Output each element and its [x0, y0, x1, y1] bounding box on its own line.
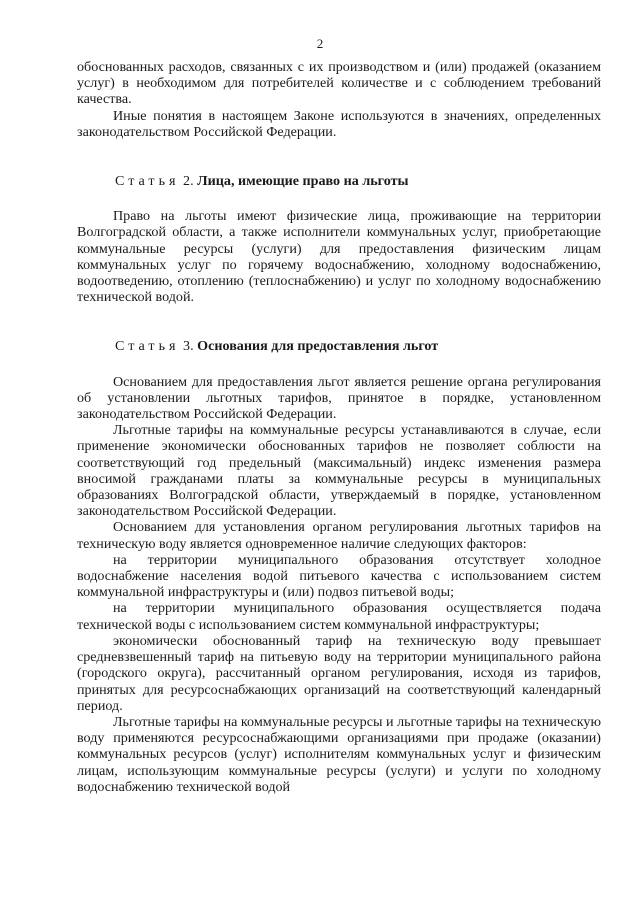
article-3-heading: [77, 338, 601, 354]
intro-continuation: обоснованных расходов, связанных с их производством и (или) продажей (оказанием услуг) в необходимом для потребителей количестве и с соблюдением требований качества.: [77, 59, 601, 108]
article-2-heading: [77, 173, 601, 189]
article-2-number: 2.: [183, 173, 194, 190]
article-2-paragraph: Право на льготы имеют физические лица, проживающие на территории Волгоградской области, а также исполнители коммунальных услуг, приобретающие коммунальные ресурсы (услуги) для предоставления физическим лицам коммунальных услуг по горячему водоснабжению, холодному водоснабжению, водоотведению, отоплению (теплоснабжению) и услуг по холодному водоснабжению технической водой.: [77, 208, 601, 306]
article-3-paragraph: Основанием для установления органом регулирования льготных тарифов на техническую воду является одновременное наличие следующих факторов:: [77, 519, 601, 552]
article-2-title: Лица, имеющие право на льготы: [197, 173, 409, 190]
article-3-paragraph: на территории муниципального образования осуществляется подача технической воды с использованием систем коммунальной инфраструктуры;: [77, 600, 601, 633]
intro-other-terms: Иные понятия в настоящем Законе используются в значениях, определенных законодательством Российской Федерации.: [77, 107, 601, 140]
article-3-paragraph: экономически обоснованный тариф на техническую воду превышает средневзвешенный тариф на питьевую воду на территории муниципального района (городского округа), рассчитанный органом регулирования, исходя из тарифов, принятых для ресурсоснабжающих организаций на соответствующий календарный период.: [77, 632, 601, 714]
article-3-paragraph: на территории муниципального образования отсутствует холодное водоснабжение населения водой питьевого качества с использованием систем коммунальной инфраструктуры и (или) подвоз питьевой воды;: [77, 551, 601, 601]
article-3-paragraph: Льготные тарифы на коммунальные ресурсы устанавливаются в случае, если применение экономически обоснованных тарифов не позволяет соблюсти на соответствующий год предельный (максимальный) индекс изменения размера вносимой гражданами платы за коммунальные ресурсы в муниципальных образованиях Волгоградской области, утверждаемый в порядке, установленном законодательством Российской Федерации.: [77, 422, 601, 520]
article-3-title: Основания для предоставления льгот: [197, 338, 439, 355]
document-body: [77, 59, 601, 795]
page-number: 2: [316, 36, 324, 51]
article-3-paragraph: Основанием для предоставления льгот является решение органа регулирования об установлении льготных тарифов, принятое в порядке, установленном законодательством Российской Федерации.: [77, 373, 601, 423]
article-3-word: Статья: [115, 338, 180, 355]
article-3-number: 3.: [183, 338, 194, 355]
article-3-paragraph: Льготные тарифы на коммунальные ресурсы и льготные тарифы на техническую воду применяются ресурсоснабжающими организациями при продаже (оказании) коммунальных ресурсов (услуг) исполнителям коммунальных услуг и физическим лицам, использующим коммунальные ресурсы (услуги) и услуги по холодному водоснабжению технической водой: [77, 713, 601, 795]
article-2-word: Статья: [115, 173, 180, 190]
